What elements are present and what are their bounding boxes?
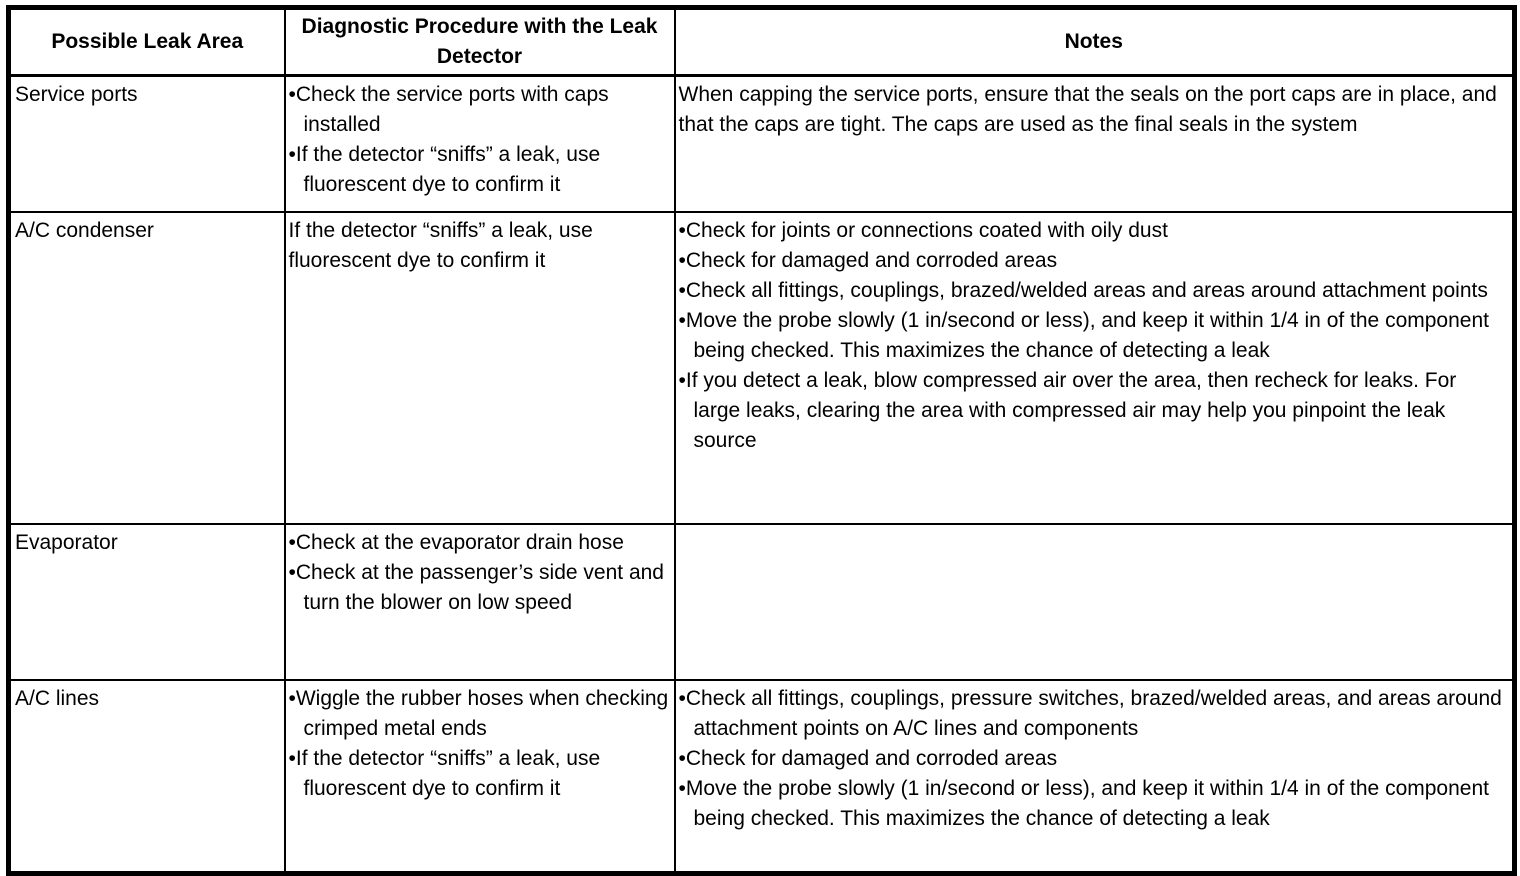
leak-diagnosis-table [6, 5, 1517, 876]
bullet-item: • Check all fittings, couplings, pressure switches, brazed/welded areas, and areas around attachment points on A/C lines and components [679, 684, 1509, 744]
header-row [9, 8, 1515, 76]
diagnostic-text: If the detector “sniffs” a leak, use fluorescent dye to confirm it [288, 218, 593, 272]
notes-cell [675, 680, 1515, 874]
leak-area-cell: Evaporator [9, 524, 285, 680]
diagnostic-cell [285, 212, 675, 524]
bullet-item: • Check at the passenger’s side vent and turn the blower on low speed [289, 558, 670, 618]
diagnostic-cell [285, 524, 675, 680]
diagnostic-cell [285, 76, 675, 212]
table-row-ac-condenser [9, 212, 1515, 524]
notes-cell [675, 76, 1515, 212]
bullet-item: • If you detect a leak, blow compressed air over the area, then recheck for leaks. For large leaks, clearing the area with compressed air may help you pinpoint the leak source [679, 366, 1509, 456]
bullet-item: • Wiggle the rubber hoses when checking crimped metal ends [289, 684, 670, 744]
bullet-item: • Move the probe slowly (1 in/second or less), and keep it within 1/4 in of the component being checked. This maximizes the chance of detecting a leak [679, 306, 1509, 366]
bullet-item: • Check for damaged and corroded areas [679, 246, 1509, 276]
bullet-item: • Check the service ports with caps installed [289, 80, 670, 140]
bullet-item: • If the detector “sniffs” a leak, use fluorescent dye to confirm it [289, 140, 670, 200]
bullet-item: • Check at the evaporator drain hose [289, 528, 670, 558]
notes-cell [675, 212, 1515, 524]
bullet-item: • Check for joints or connections coated with oily dust [679, 216, 1509, 246]
header-notes: Notes [675, 8, 1515, 76]
leak-area-cell: A/C lines [9, 680, 285, 874]
bullet-item: • Move the probe slowly (1 in/second or less), and keep it within 1/4 in of the component being checked. This maximizes the chance of detecting a leak [679, 774, 1509, 834]
notes-text: When capping the service ports, ensure that the seals on the port caps are in place, and that the caps are tight. The caps are used as the final seals in the system [678, 83, 1497, 136]
leak-area-cell: Service ports [9, 76, 285, 212]
table-row-ac-lines [9, 680, 1515, 874]
bullet-item: • If the detector “sniffs” a leak, use fluorescent dye to confirm it [289, 744, 670, 804]
diagnostic-cell [285, 680, 675, 874]
bullet-item: • Check all fittings, couplings, brazed/welded areas and areas around attachment points [679, 276, 1509, 306]
notes-cell [675, 524, 1515, 680]
table-row-evaporator [9, 524, 1515, 680]
header-possible-leak-area: Possible Leak Area [9, 8, 285, 76]
header-diagnostic-procedure: Diagnostic Procedure with the Leak Detector [285, 8, 675, 76]
bullet-item: • Check for damaged and corroded areas [679, 744, 1509, 774]
table-row-service-ports [9, 76, 1515, 212]
leak-area-cell: A/C condenser [9, 212, 285, 524]
